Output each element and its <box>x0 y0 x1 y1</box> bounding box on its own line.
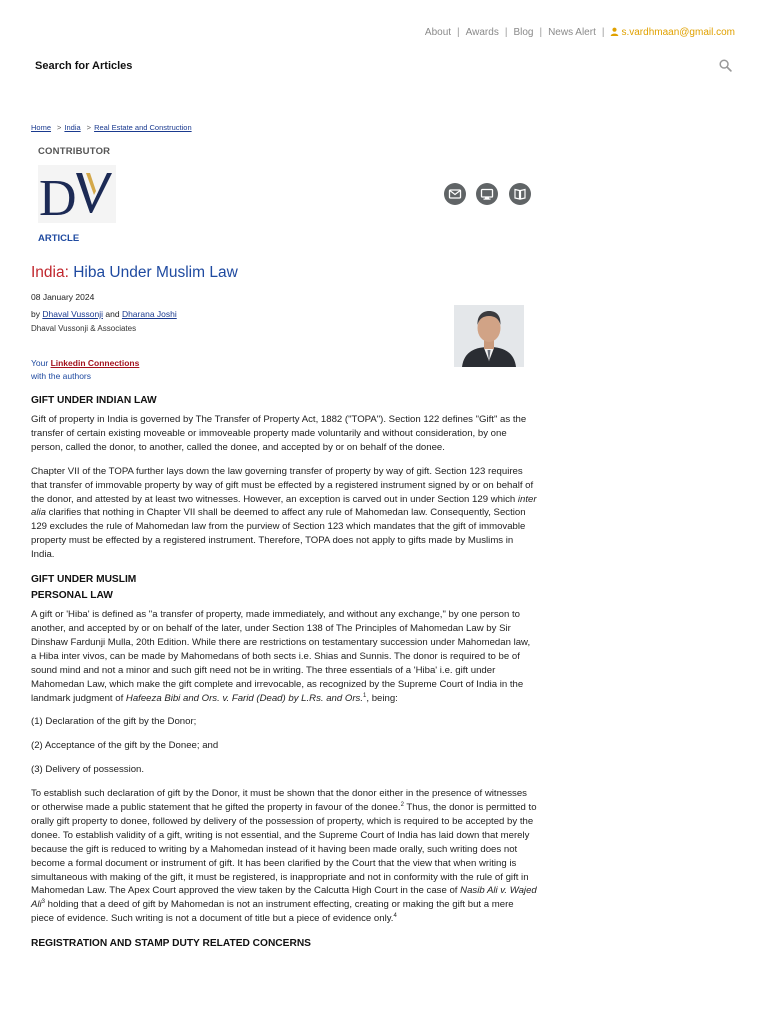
print-icon[interactable] <box>476 183 498 205</box>
article-label: ARTICLE <box>38 233 80 244</box>
email-share-icon[interactable] <box>444 183 466 205</box>
emphasis-text: inter alia <box>31 493 537 519</box>
footnote-ref[interactable]: 1 <box>363 692 367 699</box>
nav-about-link[interactable]: About <box>424 27 452 38</box>
paragraph-text: clarifies that nothing in Chapter VII shall be deemed to affect any rule of Mahomedan law. Consequently, Section 129 excludes the rule of Mahomedan law from the purview of Section 123 which mandates that the gift of immovable property must be effected by a registered instrument. Therefore, TOPA does not apply to gifts made by Muslims in India. <box>31 507 526 561</box>
paragraph-text: Thus, the donor is permitted to orally gift property to donee, followed by delivery of the possession of property, which is required to be accepted by the donee. To establish validity of a gift, writing is not essential, and the Supreme Court of India has laid down that merely because the gift is reduced to writing by a Mahomedan instead of it having been made orally, such writing does not become a formal document or instrument of gift. It has been clarified by the Court that the view that when writing is simultaneous with making of the gift, it must be registered, is inappropriate and not in conformity with the rule of gift in Mahomedan Law. The Apex Court approved the view taken by the Calcutta High Court in the case of <box>31 802 537 897</box>
logo-letter-d: D <box>39 170 77 223</box>
list-item: (1) Declaration of the gift by the Donor; <box>31 716 197 728</box>
breadcrumb-india[interactable]: India <box>64 123 81 132</box>
heading-line: PERSONAL LAW <box>31 590 113 602</box>
paragraph: Gift of property in India is governed by The Transfer of Property Act, 1882 ("TOPA"). Section 122 defines "Gift" as the transfer of certain existing moveable or immoveable property made voluntarily and without consideration, by one person, called the donor, to another, called the donee, and accepted by or on behalf of the donee. <box>31 414 527 453</box>
article-body <box>31 393 537 956</box>
bookmark-icon[interactable] <box>509 183 531 205</box>
contributor-label: CONTRIBUTOR <box>38 146 111 157</box>
breadcrumb-real-estate[interactable]: Real Estate and Construction <box>94 123 192 132</box>
paragraph-text: , being: <box>366 692 398 704</box>
case-citation: Nasib Ali v. Wajed Ali <box>31 885 537 911</box>
list-item: (2) Acceptance of the gift by the Donee; and <box>31 740 219 752</box>
footnote-ref[interactable]: 2 <box>400 801 404 808</box>
user-icon <box>610 27 619 39</box>
footnote-ref[interactable]: 3 <box>41 899 46 906</box>
article-date: 08 January 2024 <box>31 292 95 302</box>
search-icon[interactable] <box>719 59 732 75</box>
linkedin-suffix: with the authors <box>31 370 92 381</box>
article-byline <box>31 309 177 319</box>
search-bar <box>35 60 735 74</box>
top-navigation <box>0 27 735 39</box>
nav-separator: | <box>601 27 605 38</box>
nav-separator: | <box>504 27 508 38</box>
contributor-logo[interactable] <box>38 165 116 223</box>
nav-news-alert-link[interactable]: News Alert <box>548 27 596 38</box>
nav-separator: | <box>539 27 543 38</box>
nav-separator: | <box>457 27 460 38</box>
list-item: (3) Delivery of possession. <box>31 764 145 776</box>
paragraph-text: holding that a deed of gift by Mahomedan is not an instrument effecting, creating or making the gift but a mere piece of evidence. Such writing is not a document of title but a piece of evidence only. <box>31 899 514 925</box>
paragraph <box>31 465 537 562</box>
paragraph <box>31 787 537 926</box>
share-icons <box>444 183 537 210</box>
section-heading-gift-indian-law: GIFT UNDER INDIAN LAW <box>31 395 157 406</box>
article-title <box>31 264 238 282</box>
linkedin-prefix: Your <box>31 358 49 368</box>
byline-and: and <box>105 309 120 319</box>
linkedin-connections <box>31 357 139 382</box>
section-heading-registration: REGISTRATION AND STAMP DUTY RELATED CONCERNS <box>31 938 311 950</box>
user-email: s.vardhmaan@gmail.com <box>621 27 735 38</box>
chevron-right-icon: > <box>86 123 92 132</box>
case-citation: Hafeeza Bibi and Ors. v. Farid (Dead) by L.Rs. and Ors. <box>125 692 364 704</box>
article-country[interactable]: India: <box>31 264 69 281</box>
paragraph-text: A gift or 'Hiba' is defined as "a transfer of property, made immediately, and without any exchange," by one person to another, and accepted by or on behalf of the later, under Section 138 of The Principles of Mahomedan Law by Sir Dinshaw Fardunji Mulla, 20th Edition. While there are restrictions on testamentary succession under Mahomedan law, a Hiba inter vivos, can be made by Mahomedans of both sects i.e. Shias and Sunnis. The donor is required to be of sound mind and not a minor and such gift need not be in writing. The three essentials of a 'Hiba' i.e. gift under Mahomedan Law, which make the gift complete and irrevocable, as recognized by the Supreme Court of India in the landmark judgment of <box>31 609 531 704</box>
footnote-ref[interactable]: 4 <box>393 913 397 920</box>
nav-blog-link[interactable]: Blog <box>513 27 534 38</box>
linkedin-connections-link[interactable]: Linkedin Connections <box>50 358 140 368</box>
paragraph-text: To establish such declaration of gift by the Donor, it must be shown that the donor either in the presence of witnesses or otherwise made a public statement that he gifted the property in favour of the donee. <box>31 788 527 814</box>
paragraph-text: Chapter VII of the TOPA further lays down the law governing transfer of property by way of gift. Section 123 requires that transfer of immovable property by way of gift must be effected by a registered instrument signed by or on behalf of the donor, and attested by at least two witnesses. However, an exception is carved out in under Section 129 which <box>31 465 534 505</box>
byline-by: by <box>31 309 40 319</box>
paragraph <box>31 608 537 705</box>
author-photo[interactable] <box>454 305 524 367</box>
author-link-dharana[interactable]: Dharana Joshi <box>121 309 177 319</box>
author-link-dhaval[interactable]: Dhaval Vussonji <box>42 309 103 319</box>
user-account-link[interactable] <box>610 27 735 38</box>
author-firm: Dhaval Vussonji & Associates <box>31 324 137 333</box>
chevron-right-icon: > <box>57 123 62 132</box>
nav-awards-link[interactable]: Awards <box>465 27 499 38</box>
heading-line: GIFT UNDER MUSLIM <box>31 574 137 586</box>
breadcrumb <box>31 123 192 132</box>
article-title-text: Hiba Under Muslim Law <box>73 264 238 281</box>
search-input[interactable]: Search for Articles <box>35 60 133 72</box>
breadcrumb-home[interactable]: Home <box>31 123 52 132</box>
section-heading-gift-muslim-law <box>31 572 537 604</box>
